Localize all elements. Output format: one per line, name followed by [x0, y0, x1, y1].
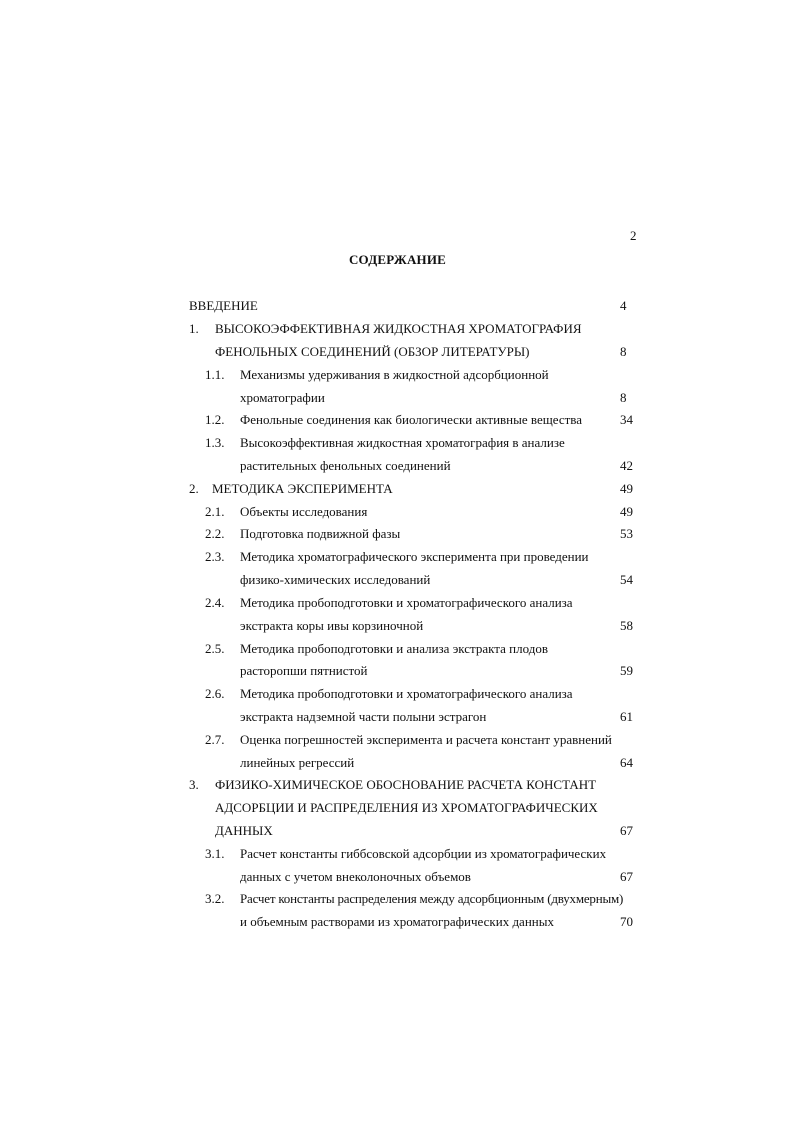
toc-num-2-2: 2.2. — [205, 526, 225, 541]
toc-entry-2-5-line1: Методика пробоподготовки и анализа экстракта плодов — [240, 641, 548, 656]
toc-entry-3-2-line1: Расчет константы распределения между адсорбционным (двухмерным) — [240, 891, 624, 906]
toc-entry-2-7-line1: Оценка погрешностей эксперимента и расчета констант уравнений — [240, 732, 612, 747]
toc-page-intro: 4 — [620, 298, 627, 313]
toc-entry-3-line1: ФИЗИКО-ХИМИЧЕСКОЕ ОБОСНОВАНИЕ РАСЧЕТА КОНСТАНТ — [215, 777, 597, 792]
toc-num-3-2: 3.2. — [205, 891, 225, 906]
toc-entry-1-3-line1: Высокоэффективная жидкостная хроматография в анализе — [240, 435, 565, 450]
toc-entry-2-1-line1: Объекты исследования — [240, 504, 368, 519]
toc-entry-3-2-line2: и объемным растворами из хроматографических данных — [240, 914, 554, 929]
toc-entry-1-line2: ФЕНОЛЬНЫХ СОЕДИНЕНИЙ (ОБЗОР ЛИТЕРАТУРЫ) — [215, 344, 530, 359]
toc-entry-2-7-line2: линейных регрессий — [240, 755, 355, 770]
toc-entry-2-line1: МЕТОДИКА ЭКСПЕРИМЕНТА — [212, 481, 393, 496]
toc-num-1: 1. — [189, 321, 199, 336]
toc-entry-1-3-line2: растительных фенольных соединений — [240, 458, 451, 473]
toc-entry-3-line2: АДСОРБЦИИ И РАСПРЕДЕЛЕНИЯ ИЗ ХРОМАТОГРАФИЧЕСКИХ — [215, 800, 598, 815]
toc-page-2-2: 53 — [620, 526, 633, 541]
toc-page-2-4: 58 — [620, 618, 633, 633]
toc-entry-2-6-line1: Методика пробоподготовки и хроматографического анализа — [240, 686, 573, 701]
toc-page-1-1: 8 — [620, 390, 627, 405]
toc-entry-1-1-line2: хроматографии — [240, 390, 325, 405]
toc-entry-2-6-line2: экстракта надземной части полыни эстрагон — [240, 709, 487, 724]
toc-entry-1-line1: ВЫСОКОЭФФЕКТИВНАЯ ЖИДКОСТНАЯ ХРОМАТОГРАФИЯ — [215, 321, 582, 336]
toc-page-2-3: 54 — [620, 572, 633, 587]
toc-num-2-5: 2.5. — [205, 641, 225, 656]
toc-entry-3-line3: ДАННЫХ — [215, 823, 273, 838]
toc-num-3: 3. — [189, 777, 199, 792]
toc-page-2-7: 64 — [620, 755, 633, 770]
toc-entry-2-3-line2: физико-химических исследований — [240, 572, 431, 587]
toc-entry-2-2-line1: Подготовка подвижной фазы — [240, 526, 401, 541]
toc-num-2-4: 2.4. — [205, 595, 225, 610]
toc-page-1-3: 42 — [620, 458, 633, 473]
page-title: СОДЕРЖАНИЕ — [348, 252, 447, 267]
toc-num-1-1: 1.1. — [205, 367, 225, 382]
toc-entry-1-1-line1: Механизмы удерживания в жидкостной адсорбционной — [240, 367, 549, 382]
toc-page-3-2: 70 — [620, 914, 633, 929]
toc-entry-2-3-line1: Методика хроматографического эксперимента при проведении — [240, 549, 589, 564]
toc-num-2-1: 2.1. — [205, 504, 225, 519]
toc-page-1: 8 — [620, 344, 627, 359]
toc-num-2: 2. — [189, 481, 199, 496]
toc-page-2-6: 61 — [620, 709, 633, 724]
toc-entry-2-4-line2: экстракта коры ивы корзиночной — [240, 618, 424, 633]
toc-page-2-1: 49 — [620, 504, 633, 519]
toc-entry-2-5-line2: расторопши пятнистой — [240, 663, 368, 678]
toc-entry-3-1-line2: данных с учетом внеколоночных объемов — [240, 869, 471, 884]
toc-num-1-2: 1.2. — [205, 412, 225, 427]
toc-num-1-3: 1.3. — [205, 435, 225, 450]
toc-page-3-1: 67 — [620, 869, 633, 884]
toc-entry-1-2-line1: Фенольные соединения как биологически активные вещества — [240, 412, 583, 427]
toc-num-2-7: 2.7. — [205, 732, 225, 747]
toc-entry-intro: ВВЕДЕНИЕ — [189, 298, 258, 313]
page-number: 2 — [630, 228, 637, 243]
toc-num-2-6: 2.6. — [205, 686, 225, 701]
toc-num-3-1: 3.1. — [205, 846, 225, 861]
toc-num-2-3: 2.3. — [205, 549, 225, 564]
toc-page-2: 49 — [620, 481, 633, 496]
toc-entry-2-4-line1: Методика пробоподготовки и хроматографического анализа — [240, 595, 573, 610]
toc-page-2-5: 59 — [620, 663, 633, 678]
toc-page-1-2: 34 — [620, 412, 633, 427]
toc-page-3: 67 — [620, 823, 633, 838]
toc-entry-3-1-line1: Расчет константы гиббсовской адсорбции из хроматографических — [240, 846, 607, 861]
